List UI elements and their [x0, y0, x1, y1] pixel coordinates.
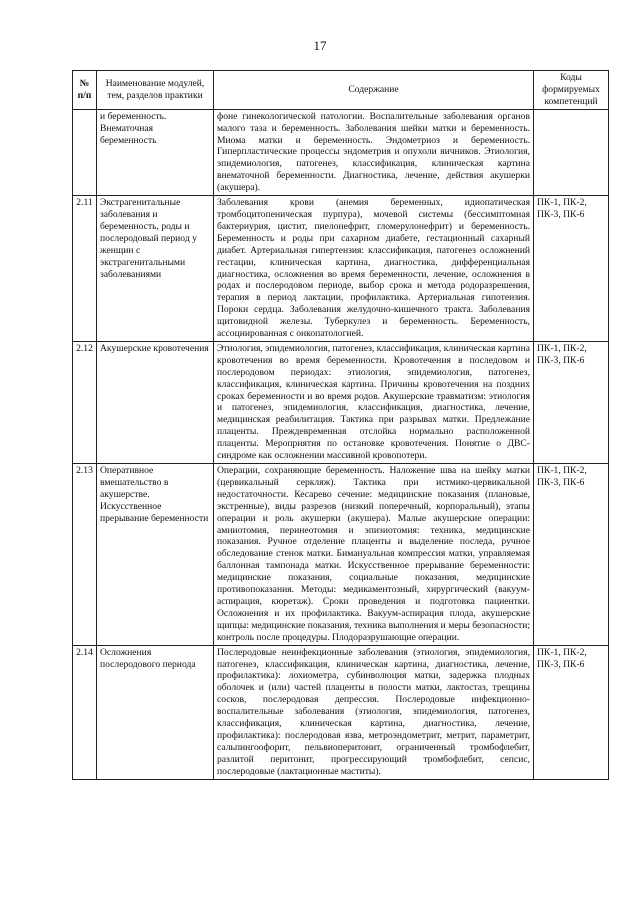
page-number: 17 — [313, 38, 327, 53]
header-number-symbol: № — [79, 77, 90, 89]
row-content: Этиология, эпидемиология, патогенез, классификация, клиническая картина кровотечения во время беременности. Кровотечения в последовом и послеродовом периодах: этиология, эпидемиология, патогенез, классификация, клиническая картина. Причины кровотечения на поздних сроках беременности и во время родов. Акушерские травматизм: этиология и патогенез, эпидемиология, классификация, диагностика, лечение, медицинская реабилитация. Тактика при разрывах матки. Предлежание плаценты. Преждевременная отслойка нормально расположенной плаценты. Мероприятия по остановке кровотечения. Понятие о ДВС-синдроме как осложнении массивной кровопотери. — [214, 341, 534, 463]
row-codes: ПК-1, ПК-2, ПК-3, ПК-6 — [534, 196, 609, 342]
row-content: Послеродовые неинфекционные заболевания (этиология, эпидемиология, патогенез, классификация, клиническая картина, диагностика, лечение, профилактика): лохиометра, субинволюция матки, задержка плодных оболочек и (или) частей плаценты в полости матки, лактостаз, трещины сосков, послеродовая депрессия. Послеродовые инфекционно-воспалительные заболевания (этиология, эпидемиология, патогенез, классификация, клиническая картина, диагностика, лечение, профилактика): послеродовая язва, метроэндометрит, метрит, параметрит, сальпингоофорит, пельвиоперитонит, ограниченный тромбофлебит, разлитой перитонит, прогрессирующий тромбофлебит, сепсис, послеродовые (лактационные маститы). — [214, 645, 534, 779]
row-codes: ПК-1, ПК-2, ПК-3, ПК-6 — [534, 645, 609, 779]
row-number: 2.14 — [73, 645, 97, 779]
row-codes: ПК-1, ПК-2, ПК-3, ПК-6 — [534, 464, 609, 646]
row-content: Заболевания крови (анемия беременных, идиопатическая тромбоцитопеническая пурпура), мочевой системы (бессимптомная бактериурия, цистит, пиелонефрит, гломерулонефрит) и беременность. Беременность и роды при сахарном диабете, гестационный сахарный диабет. Артериальная гипертензия: классификация, патогенез осложнений гестации, клиническая картина, диагностика, дифференциальная диагностика, осложнения во время беременности, лечение, осложнения в родах и послеродовом периоде, выбор срока и метода родоразрешения, терапия в период лактации, профилактика. Артериальная гипотензия. Пороки сердца. Заболевания желудочно-кишечного тракта. Заболевания щитовидной железы. Туберкулез и беременность. Беременность, ассоциированная с онкопатологией. — [214, 196, 534, 342]
row-topic: Оперативное вмешательство в акушерстве. Искусственное прерывание беременности — [97, 464, 214, 646]
header-name: Наименование модулей, тем, разделов практики — [97, 71, 214, 110]
row-topic: Акушерские кровотечения — [97, 341, 214, 463]
header-codes: Коды формируемых компетенций — [534, 71, 609, 110]
row-codes: ПК-1, ПК-2, ПК-3, ПК-6 — [534, 341, 609, 463]
row-content: Операции, сохраняющие беременность. Наложение шва на шейку матки (цервикальный серкляж). Тактика при истмико-цервикальной недостаточности. Кесарево сечение: медицинские показания (плановые, экстренные), виды разрезов (низкий поперечный, корпоральный), этапы операции и роль акушерки (акушера). Малые акушерские операции: амниотомия, перинеотомия и эпизиотомия: техника, медицинские показания. Ручное отделение плаценты и выделение последа, ручное обследование стенок матки. Бимануальная компрессия матки, управляемая баллонная тампонада матки. Искусственное прерывание беременности: медицинские показания, социальные показания, медицинские противопоказания. Методы: медикаментозный, хирургический (вакуум-аспирация, кюретаж). Сроки проведения и подготовка пациентки. Осложнения и их профилактика. Вакуум-аспирация плода, акушерские щипцы: медицинские показания, техника выполнения и меры безопасности; контроль после процедуры. Плодоразрушающие операции. — [214, 464, 534, 646]
curriculum-table — [72, 70, 609, 780]
table-row — [73, 645, 609, 779]
header-number — [73, 71, 97, 110]
row-number: 2.13 — [73, 464, 97, 646]
row-content: фоне гинекологической патологии. Воспалительные заболевания органов малого таза и беременность. Заболевания шейки матки и беременность. Миома матки и беременность. Эндометриоз и беременность. Гиперпластические процессы эндометрия и опухоли яичников. Этиология, эпидемиология, патогенез, классификация, клиническая картина внематочной беременности. Диагностика, лечение, действия акушерки (акушера). — [214, 109, 534, 195]
row-number: 2.11 — [73, 196, 97, 342]
table-row — [73, 196, 609, 342]
table-row — [73, 109, 609, 195]
row-topic: и беременность. Внематочная беременность — [97, 109, 214, 195]
row-topic: Осложнения послеродового периода — [97, 645, 214, 779]
row-codes — [534, 109, 609, 195]
table-header-row — [73, 71, 609, 110]
table-row — [73, 341, 609, 463]
row-topic: Экстрагенитальные заболевания и беременность, роды и послеродовый период у женщин с экстрагенитальными заболеваниями — [97, 196, 214, 342]
row-number — [73, 109, 97, 195]
header-content: Содержание — [214, 71, 534, 110]
row-number: 2.12 — [73, 341, 97, 463]
table-row — [73, 464, 609, 646]
header-number-abbr: п/п — [77, 89, 92, 101]
